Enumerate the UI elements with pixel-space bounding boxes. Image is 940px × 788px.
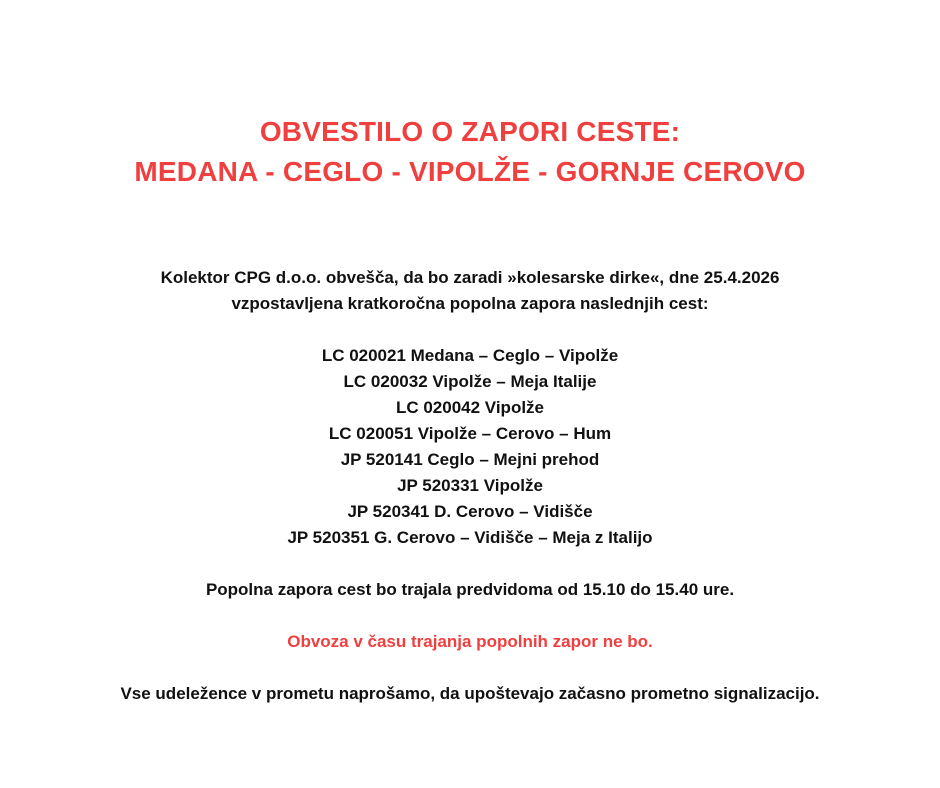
duration-text: Popolna zapora cest bo trajala predvidoma od 15.10 do 15.40 ure. <box>205 580 735 599</box>
title-line-1: OBVESTILO O ZAPORI CESTE: <box>259 116 681 147</box>
notice-title <box>0 112 940 192</box>
intro-line-2: vzpostavljena kratkoročna popolna zapora naslednjih cest: <box>231 294 709 313</box>
spacer <box>0 317 940 343</box>
notice-body <box>0 265 940 707</box>
spacer <box>0 655 940 681</box>
road-item: JP 520331 Vipolže <box>397 476 543 495</box>
road-item: LC 020042 Vipolže <box>395 398 545 417</box>
closing-text: Vse udeležence v prometu naprošamo, da upoštevajo začasno prometno signalizacijo. <box>120 684 820 703</box>
title-line-2: MEDANA - CEGLO - VIPOLŽE - GORNJE CEROVO <box>134 156 806 187</box>
road-item: LC 020021 Medana – Ceglo – Vipolže <box>321 346 619 365</box>
road-item: LC 020032 Vipolže – Meja Italije <box>343 372 597 391</box>
road-list <box>0 343 940 551</box>
road-item: JP 520351 G. Cerovo – Vidišče – Meja z Italijo <box>287 528 653 547</box>
road-item: JP 520341 D. Cerovo – Vidišče <box>347 502 593 521</box>
road-item: JP 520141 Ceglo – Mejni prehod <box>340 450 600 469</box>
road-item: LC 020051 Vipolže – Cerovo – Hum <box>328 424 612 443</box>
spacer <box>0 551 940 577</box>
spacer <box>0 603 940 629</box>
intro-line-1: Kolektor CPG d.o.o. obvešča, da bo zaradi »kolesarske dirke«, dne 25.4.2026 <box>160 268 780 287</box>
detour-text: Obvoza v času trajanja popolnih zapor ne bo. <box>287 632 653 651</box>
